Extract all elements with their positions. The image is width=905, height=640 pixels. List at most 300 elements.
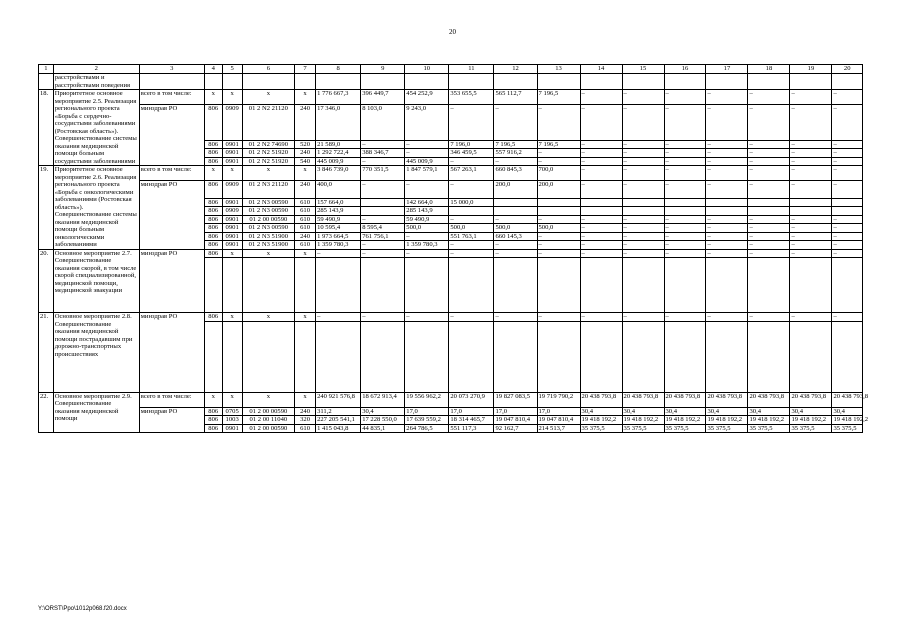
- empty-cell: [832, 74, 863, 90]
- data-cell: –: [748, 181, 790, 199]
- data-cell: –: [622, 241, 664, 250]
- empty-cell: [449, 74, 494, 90]
- data-cell: 806: [204, 181, 222, 199]
- empty-cell: [316, 74, 361, 90]
- data-cell: 92 162,7: [494, 424, 537, 433]
- data-cell: –: [622, 181, 664, 199]
- empty-cell: [537, 258, 580, 313]
- data-cell: 806: [204, 424, 222, 433]
- empty-cell: [316, 321, 361, 392]
- data-cell: –: [580, 215, 622, 224]
- empty-cell: [361, 74, 405, 90]
- row-number: 22.: [39, 392, 54, 433]
- data-cell: –: [706, 241, 748, 250]
- data-cell: 19 418 192,2: [706, 416, 748, 425]
- data-cell: [832, 198, 863, 207]
- data-cell: 353 655,5: [449, 90, 494, 105]
- empty-cell: [494, 258, 537, 313]
- data-cell: 540: [295, 157, 316, 166]
- data-cell: –: [832, 232, 863, 241]
- data-cell: –: [706, 313, 748, 322]
- data-cell: [449, 207, 494, 216]
- data-cell: –: [664, 181, 706, 199]
- empty-cell: [664, 258, 706, 313]
- footer-file-path: Y:\ORST\Ppo\1012p068.f20.docx: [38, 606, 127, 612]
- data-cell: –: [748, 224, 790, 233]
- data-cell: [580, 207, 622, 216]
- data-cell: 1 292 722,4: [316, 149, 361, 158]
- data-cell: 44 835,1: [361, 424, 405, 433]
- data-cell: 0901: [222, 149, 242, 158]
- table-row: [39, 181, 863, 199]
- data-cell: [580, 198, 622, 207]
- data-cell: 9 243,0: [405, 105, 449, 141]
- data-cell: 21 589,0: [316, 140, 361, 149]
- data-cell: 20 438 793,8: [748, 392, 790, 407]
- data-cell: x: [222, 166, 242, 181]
- data-cell: 806: [204, 157, 222, 166]
- data-cell: 660 845,3: [494, 166, 537, 181]
- data-cell: 1 776 667,3: [316, 90, 361, 105]
- data-cell: 700,0: [537, 166, 580, 181]
- data-cell: –: [664, 166, 706, 181]
- data-cell: x: [242, 313, 294, 322]
- data-cell: 19 418 192,2: [833, 416, 869, 423]
- data-cell: 200,0: [494, 181, 537, 199]
- executor: минздрав РО: [139, 105, 204, 166]
- empty-cell: [295, 74, 316, 90]
- data-cell: 35 375,5: [706, 424, 748, 433]
- data-cell: –: [537, 215, 580, 224]
- data-cell: 19 719 790,2: [537, 392, 580, 407]
- data-cell: 01 2 N3 21120: [242, 181, 294, 199]
- data-cell: 01 2 N2 51920: [242, 157, 294, 166]
- data-cell: 1003: [222, 416, 242, 425]
- data-cell: –: [494, 105, 537, 141]
- data-cell: –: [494, 249, 537, 258]
- data-cell: –: [706, 249, 748, 258]
- empty-cell: [361, 258, 405, 313]
- data-cell: –: [580, 157, 622, 166]
- empty-cell: [706, 74, 748, 90]
- column-header: 15: [622, 65, 664, 74]
- data-cell: –: [664, 313, 706, 322]
- data-cell: –: [706, 140, 748, 149]
- data-cell: 1 359 780,3: [405, 241, 449, 250]
- empty-cell: [706, 321, 748, 392]
- column-header: 8: [316, 65, 361, 74]
- column-header: 3: [139, 65, 204, 74]
- data-cell: 0909: [222, 207, 242, 216]
- data-cell: –: [706, 105, 748, 141]
- data-cell: x: [242, 90, 294, 105]
- data-cell: [494, 198, 537, 207]
- data-cell: 610: [295, 224, 316, 233]
- data-cell: –: [664, 90, 706, 105]
- data-cell: –: [361, 313, 405, 322]
- data-cell: 17,0: [494, 407, 537, 416]
- data-cell: 35 375,5: [832, 424, 863, 433]
- data-cell: –: [706, 90, 748, 105]
- data-cell: 35 375,5: [622, 424, 664, 433]
- data-cell: x: [204, 90, 222, 105]
- data-cell: –: [405, 313, 449, 322]
- empty-cell: [748, 321, 790, 392]
- data-cell: 157 664,0: [316, 198, 361, 207]
- data-cell: 01 2 00 11040: [242, 416, 294, 425]
- data-cell: [748, 207, 790, 216]
- data-cell: x: [222, 249, 242, 258]
- data-cell: –: [832, 140, 863, 149]
- data-cell: 19 047 810,4: [494, 416, 537, 425]
- measure-name: Основное мероприятие 2.9. Совершенствование оказания медицинской помощи: [53, 392, 139, 433]
- data-cell: 388 346,7: [361, 149, 405, 158]
- data-cell: 17 639 559,2: [405, 416, 449, 425]
- data-cell: –: [622, 140, 664, 149]
- data-cell: 19 827 083,5: [494, 392, 537, 407]
- data-cell: –: [706, 149, 748, 158]
- data-cell: 0901: [222, 241, 242, 250]
- data-cell: 19 418 192,2: [622, 416, 664, 425]
- data-cell: 240: [295, 149, 316, 158]
- data-cell: 227 205 541,1: [316, 416, 361, 425]
- data-cell: 59 490,9: [405, 215, 449, 224]
- empty-cell: [622, 321, 664, 392]
- data-cell: 20 438 793,8: [622, 392, 664, 407]
- data-cell: –: [706, 157, 748, 166]
- total-label: всего в том числе:: [139, 166, 204, 181]
- data-cell: –: [706, 181, 748, 199]
- data-cell: x: [295, 392, 316, 407]
- data-cell: 35 375,5: [664, 424, 706, 433]
- data-cell: 30,4: [361, 407, 405, 416]
- empty-cell: [242, 74, 294, 90]
- data-cell: –: [405, 140, 449, 149]
- data-cell: –: [664, 241, 706, 250]
- data-cell: –: [748, 215, 790, 224]
- data-cell: –: [832, 166, 863, 181]
- total-label: всего в том числе:: [139, 90, 204, 105]
- data-cell: 7 196,5: [537, 90, 580, 105]
- data-cell: 35 375,5: [580, 424, 622, 433]
- data-cell: –: [706, 232, 748, 241]
- data-cell: 610: [295, 215, 316, 224]
- data-cell: –: [832, 241, 863, 250]
- data-cell: [790, 198, 832, 207]
- empty-cell: [316, 258, 361, 313]
- data-cell: 18 672 913,4: [361, 392, 405, 407]
- data-cell: 30,4: [622, 407, 664, 416]
- data-cell: –: [748, 157, 790, 166]
- empty-cell: [449, 321, 494, 392]
- table-row: [39, 74, 863, 90]
- data-cell: 01 2 N3 00590: [242, 207, 294, 216]
- empty-cell: [139, 74, 204, 90]
- data-cell: 806: [204, 224, 222, 233]
- row-number: 19.: [39, 166, 54, 250]
- data-cell: x: [295, 313, 316, 322]
- data-cell: 551 117,3: [449, 424, 494, 433]
- empty-cell: [405, 258, 449, 313]
- data-cell: 500,0: [494, 224, 537, 233]
- empty-cell: [295, 321, 316, 392]
- empty-cell: [622, 74, 664, 90]
- data-cell: 770 351,5: [361, 166, 405, 181]
- data-cell: 806: [204, 215, 222, 224]
- data-cell: 500,0: [405, 224, 449, 233]
- data-cell: x: [204, 166, 222, 181]
- row-number: 21.: [39, 313, 54, 393]
- total-label: всего в том числе:: [139, 392, 204, 407]
- data-cell: –: [622, 149, 664, 158]
- empty-cell: [664, 74, 706, 90]
- data-cell: –: [361, 241, 405, 250]
- data-cell: –: [537, 232, 580, 241]
- data-cell: [622, 207, 664, 216]
- table-row: [39, 166, 863, 181]
- executor: минздрав РО: [139, 313, 204, 393]
- data-cell: 1 847 579,1: [405, 166, 449, 181]
- data-cell: 806: [204, 198, 222, 207]
- empty-cell: [405, 74, 449, 90]
- data-cell: –: [790, 90, 832, 105]
- data-cell: –: [790, 215, 832, 224]
- data-cell: –: [537, 313, 580, 322]
- data-cell: 20 438 793,8: [790, 392, 832, 407]
- measure-name: Основное мероприятие 2.7. Совершенствование оказания скорой, в том числе скорой специализированной, медицинской помощи, медицинской эвакуации: [53, 249, 139, 313]
- data-cell: 01 2 N3 00590: [242, 198, 294, 207]
- data-cell: –: [537, 157, 580, 166]
- column-header: 11: [449, 65, 494, 74]
- data-cell: x: [295, 249, 316, 258]
- data-cell: –: [748, 149, 790, 158]
- data-cell: 0901: [222, 198, 242, 207]
- table-row: [39, 392, 863, 407]
- data-cell: –: [664, 157, 706, 166]
- data-cell: 806: [204, 149, 222, 158]
- data-cell: –: [832, 157, 863, 166]
- data-cell: 3 846 739,0: [316, 166, 361, 181]
- data-cell: –: [832, 105, 863, 141]
- data-cell: –: [405, 181, 449, 199]
- empty-cell: [494, 321, 537, 392]
- empty-cell: [295, 258, 316, 313]
- data-cell: 17 228 550,0: [361, 416, 405, 425]
- data-cell: 0901: [222, 424, 242, 433]
- budget-table: [38, 64, 869, 433]
- data-cell: 445 009,9: [316, 157, 361, 166]
- data-cell: –: [622, 166, 664, 181]
- data-cell: 18 314 465,7: [449, 416, 494, 425]
- data-cell: x: [222, 313, 242, 322]
- data-cell: –: [537, 149, 580, 158]
- data-cell: x: [222, 392, 242, 407]
- data-cell: 806: [204, 416, 222, 425]
- data-cell: –: [664, 105, 706, 141]
- empty-cell: [832, 321, 863, 392]
- column-header: 4: [204, 65, 222, 74]
- data-cell: 806: [204, 313, 222, 322]
- column-header: 20: [832, 65, 863, 74]
- data-cell: 19 418 192,2: [790, 416, 832, 425]
- data-cell: [664, 207, 706, 216]
- data-cell: –: [748, 140, 790, 149]
- data-cell: 610: [295, 424, 316, 433]
- data-cell: 01 2 N3 51900: [242, 232, 294, 241]
- data-cell: –: [580, 149, 622, 158]
- data-cell: –: [790, 313, 832, 322]
- data-cell: [790, 207, 832, 216]
- column-header: 17: [706, 65, 748, 74]
- data-cell: 30,4: [790, 407, 832, 416]
- table-row: [39, 90, 863, 105]
- row-number: 20.: [39, 249, 54, 313]
- data-cell: 214 513,7: [537, 424, 580, 433]
- empty-cell: [537, 74, 580, 90]
- data-cell: 30,4: [580, 407, 622, 416]
- data-cell: –: [580, 224, 622, 233]
- page-number: 20: [449, 28, 456, 36]
- data-cell: 0901: [222, 215, 242, 224]
- data-cell: –: [316, 313, 361, 322]
- data-cell: 17,0: [537, 407, 580, 416]
- column-header: 16: [664, 65, 706, 74]
- data-cell: 7 196,5: [494, 140, 537, 149]
- data-cell: –: [706, 166, 748, 181]
- data-cell: –: [580, 181, 622, 199]
- table-body: [39, 65, 869, 433]
- data-cell: [537, 198, 580, 207]
- data-cell: –: [748, 166, 790, 181]
- data-cell: 311,2: [316, 407, 361, 416]
- data-cell: 240: [295, 232, 316, 241]
- data-cell: –: [580, 140, 622, 149]
- data-cell: 520: [295, 140, 316, 149]
- data-cell: 610: [295, 241, 316, 250]
- data-cell: –: [790, 105, 832, 141]
- column-header: 1: [39, 65, 54, 74]
- data-cell: –: [316, 249, 361, 258]
- empty-cell: [405, 321, 449, 392]
- empty-cell: [537, 321, 580, 392]
- data-cell: –: [622, 249, 664, 258]
- data-cell: 346 459,5: [449, 149, 494, 158]
- data-cell: –: [748, 313, 790, 322]
- data-cell: 01 2 N2 21120: [242, 105, 294, 141]
- measure-name: Приоритетное основное мероприятие 2.6. Реализация регионального проекта «Борьба с онкологическими заболеваниями (Ростовская область»). Совершенствование системы оказания медицинской помощи больным онкологическими заболеваниями: [53, 166, 139, 250]
- data-cell: –: [449, 157, 494, 166]
- table-row: [39, 105, 863, 141]
- empty-cell: [622, 258, 664, 313]
- data-cell: –: [580, 166, 622, 181]
- data-cell: –: [449, 313, 494, 322]
- column-header: 12: [494, 65, 537, 74]
- column-header: 5: [222, 65, 242, 74]
- data-cell: –: [790, 166, 832, 181]
- data-cell: –: [622, 313, 664, 322]
- data-cell: –: [580, 105, 622, 141]
- data-cell: –: [790, 140, 832, 149]
- data-cell: –: [748, 105, 790, 141]
- data-cell: 17,0: [405, 407, 449, 416]
- data-cell: –: [790, 181, 832, 199]
- data-cell: –: [664, 224, 706, 233]
- data-cell: 35 375,5: [748, 424, 790, 433]
- empty-cell: [580, 74, 622, 90]
- executor: минздрав РО: [139, 181, 204, 250]
- data-cell: 1 359 780,3: [316, 241, 361, 250]
- data-cell: –: [832, 224, 863, 233]
- data-cell: 01 2 00 00590: [242, 407, 294, 416]
- empty-cell: [494, 74, 537, 90]
- data-cell: 320: [295, 416, 316, 425]
- data-cell: 285 143,9: [316, 207, 361, 216]
- data-cell: 8 103,0: [361, 105, 405, 141]
- column-header: 10: [405, 65, 449, 74]
- data-cell: –: [361, 181, 405, 199]
- data-cell: [706, 198, 748, 207]
- data-cell: –: [706, 215, 748, 224]
- data-cell: –: [790, 149, 832, 158]
- data-cell: [832, 207, 863, 216]
- data-cell: [664, 198, 706, 207]
- empty-cell: [706, 258, 748, 313]
- data-cell: –: [494, 313, 537, 322]
- data-cell: –: [622, 90, 664, 105]
- empty-cell: [204, 74, 222, 90]
- data-cell: 8 595,4: [361, 224, 405, 233]
- data-cell: 7 196,5: [537, 140, 580, 149]
- data-cell: 35 375,5: [790, 424, 832, 433]
- data-cell: 01 2 00 00590: [242, 215, 294, 224]
- data-cell: –: [580, 313, 622, 322]
- empty-cell: [580, 321, 622, 392]
- empty-cell: [242, 258, 294, 313]
- data-cell: 445 009,9: [405, 157, 449, 166]
- data-cell: –: [790, 224, 832, 233]
- data-cell: 240: [295, 407, 316, 416]
- data-cell: x: [295, 166, 316, 181]
- data-cell: 20 438 793,8: [832, 392, 863, 407]
- data-cell: [537, 207, 580, 216]
- column-header: 7: [295, 65, 316, 74]
- data-cell: 806: [204, 249, 222, 258]
- data-cell: –: [405, 149, 449, 158]
- data-cell: 454 252,9: [405, 90, 449, 105]
- data-cell: –: [494, 241, 537, 250]
- data-cell: 396 449,7: [361, 90, 405, 105]
- data-cell: –: [832, 90, 863, 105]
- data-cell: –: [832, 249, 863, 258]
- data-cell: –: [664, 140, 706, 149]
- data-cell: 01 2 N3 51900: [242, 241, 294, 250]
- data-cell: –: [537, 249, 580, 258]
- row-number: 18.: [39, 90, 54, 166]
- table-row: [39, 407, 863, 416]
- data-cell: 30,4: [748, 407, 790, 416]
- data-cell: 500,0: [449, 224, 494, 233]
- column-header: 19: [790, 65, 832, 74]
- data-cell: 0901: [222, 232, 242, 241]
- data-cell: [361, 207, 405, 216]
- data-cell: –: [361, 157, 405, 166]
- executor: минздрав РО: [139, 249, 204, 313]
- data-cell: 19 418 192,2: [748, 416, 790, 425]
- empty-cell: [748, 258, 790, 313]
- data-cell: [361, 198, 405, 207]
- data-cell: [748, 198, 790, 207]
- column-header: 2: [53, 65, 139, 74]
